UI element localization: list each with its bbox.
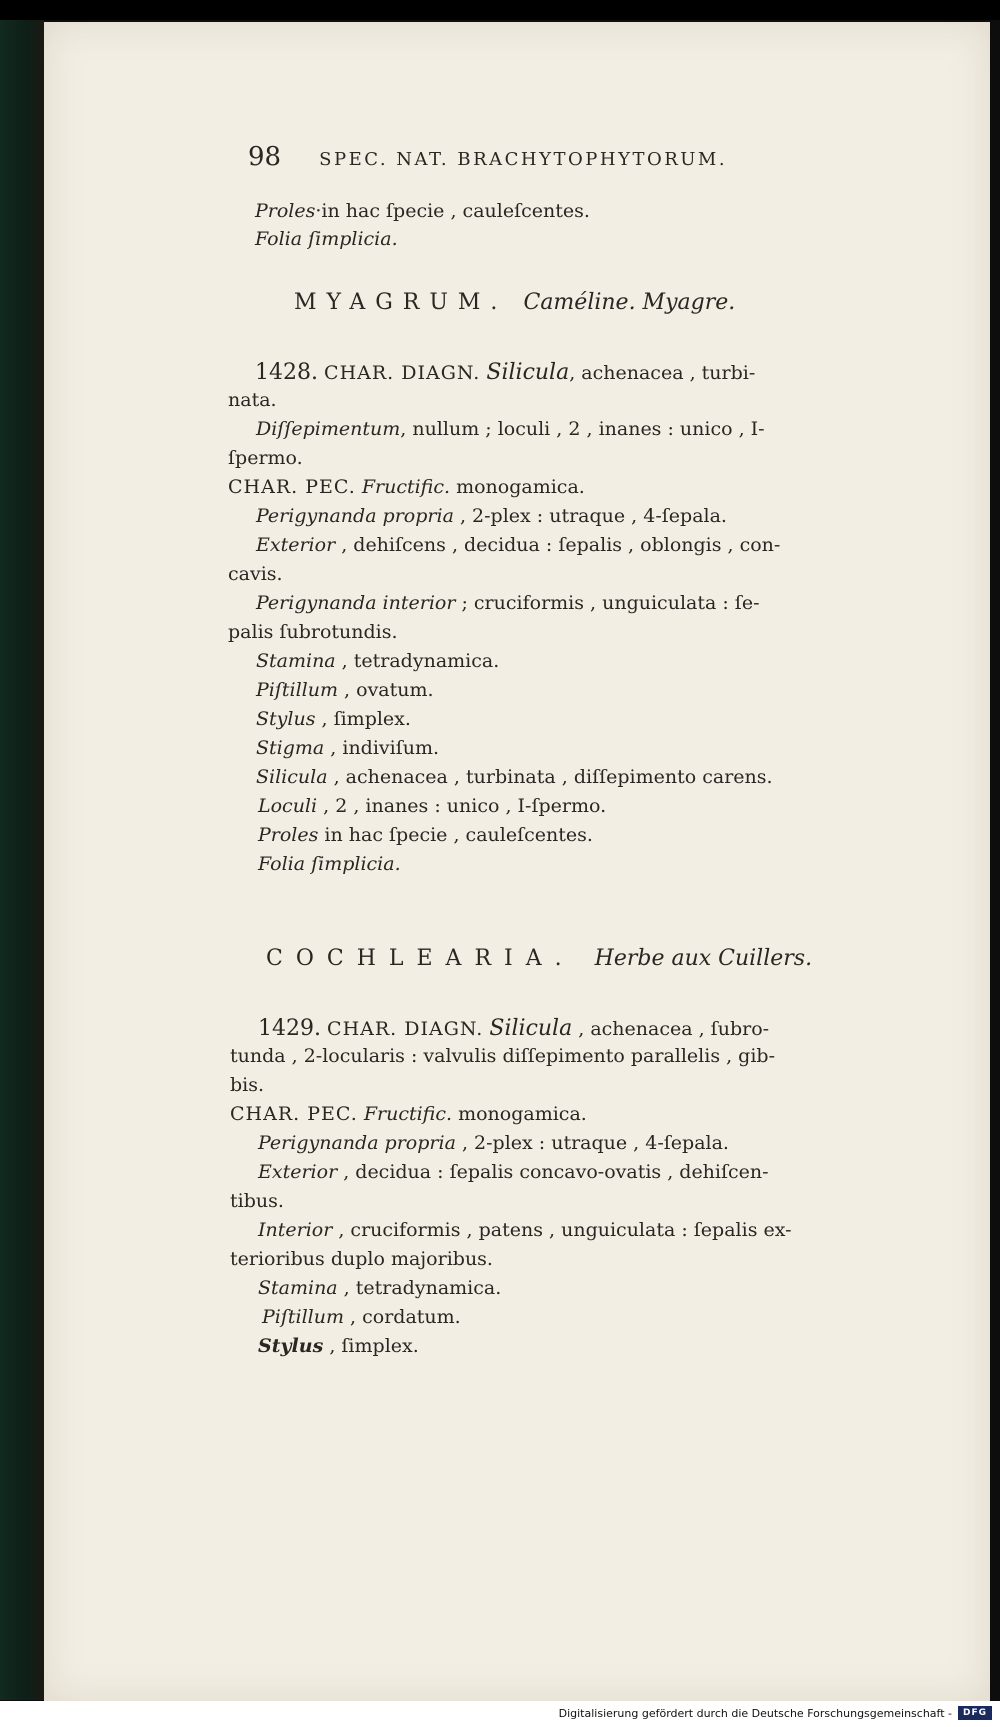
line-text: monogamica. xyxy=(452,1103,587,1125)
line-text: tunda , 2-locularis : valvulis diſſepimento parallelis , gib- xyxy=(230,1045,776,1067)
term: Diſſepimentum xyxy=(256,418,401,440)
dfg-logo: DFG xyxy=(958,1706,992,1720)
entry-line xyxy=(256,766,773,788)
term: Exterior xyxy=(258,1161,338,1183)
line-text: , nullum ; loculi , 2 , inanes : unico , I- xyxy=(400,418,765,440)
term: Stylus xyxy=(256,708,316,730)
line-text: ſpermo. xyxy=(228,447,303,469)
term: Silicula xyxy=(256,766,328,788)
line-text: , dehiſcens , decidua : ſepalis , oblongis , con- xyxy=(335,534,781,556)
term: Exterior xyxy=(256,534,336,556)
entry-line xyxy=(230,1045,775,1067)
entry-line xyxy=(230,1103,587,1125)
line-text: , achenacea , turbinata , diſſepimento carens. xyxy=(327,766,773,788)
genus-french-name: Caméline. Myagre. xyxy=(523,290,736,315)
page-number: 98 xyxy=(248,142,282,172)
line-text: , tetradynamica. xyxy=(335,650,500,672)
entry-line xyxy=(256,592,759,614)
entry-line xyxy=(256,650,499,672)
binding-edge xyxy=(0,20,44,1700)
entry-line xyxy=(258,1277,501,1299)
entry-line xyxy=(258,824,593,846)
entry-line xyxy=(258,1016,769,1041)
entry-line xyxy=(228,563,283,585)
line-text: ; cruciformis , unguiculata : ſe- xyxy=(455,592,760,614)
entry-line xyxy=(258,795,606,817)
entry-number: 1429. xyxy=(258,1016,321,1041)
char-label: CHAR. PEC. xyxy=(230,1103,358,1125)
genus-french-name: Herbe aux Cuillers. xyxy=(594,946,813,971)
line-text: palis ſubrotundis. xyxy=(228,621,398,643)
line-text: bis. xyxy=(230,1074,265,1096)
genus-heading xyxy=(294,290,735,315)
line-text: , 2 , inanes : unico , I-ſpermo. xyxy=(317,795,607,817)
entry-line xyxy=(256,737,439,759)
line-text: monogamica. xyxy=(450,476,585,498)
entry-line xyxy=(256,534,780,556)
term: Proles xyxy=(255,200,316,222)
entry-line xyxy=(228,389,277,411)
line-text: , ſimplex. xyxy=(323,1335,419,1357)
line-text: tibus. xyxy=(230,1190,284,1212)
term: Silicula xyxy=(489,1016,573,1041)
line-text: , cordatum. xyxy=(344,1306,461,1328)
entry-line xyxy=(228,476,585,498)
line-text: , 2-plex : utraque , 4-ſepala. xyxy=(453,505,727,527)
term: Proles xyxy=(258,824,319,846)
entry-line xyxy=(256,418,765,440)
line-text: , cruciformis , patens , unguiculata : ſepalis ex- xyxy=(332,1219,792,1241)
line-text: , tetradynamica. xyxy=(337,1277,502,1299)
line-text: ·in hac ſpecie , cauleſcentes. xyxy=(315,200,590,222)
line-text: , 2-plex : utraque , 4-ſepala. xyxy=(455,1132,729,1154)
running-title: SPEC. NAT. BRACHYTOPHYTORUM. xyxy=(319,149,728,170)
entry-line xyxy=(262,1306,461,1328)
entry-line xyxy=(230,1190,284,1212)
char-label: CHAR. DIAGN. xyxy=(327,1018,484,1040)
term: Stylus xyxy=(258,1335,324,1357)
line-text: , ovatum. xyxy=(338,679,434,701)
entry-number: 1428. xyxy=(255,360,318,385)
line-text: , indiviſum. xyxy=(324,737,440,759)
term: Perigynanda propria xyxy=(258,1132,456,1154)
term: Folia ſimplicia. xyxy=(258,853,401,875)
line-text: , ſimplex. xyxy=(315,708,411,730)
char-label: CHAR. PEC. xyxy=(228,476,356,498)
entry-line xyxy=(230,1074,264,1096)
genus-name: COCHLEARIA. xyxy=(266,946,575,971)
term: Interior xyxy=(258,1219,333,1241)
term: Stigma xyxy=(256,737,325,759)
entry-line xyxy=(256,505,727,527)
entry-line xyxy=(230,1248,493,1270)
entry-line xyxy=(228,621,398,643)
term: Perigynanda interior xyxy=(256,592,456,614)
term: Piſtillum xyxy=(256,679,339,701)
term: Loculi xyxy=(258,795,318,817)
entry-line xyxy=(258,1335,419,1357)
funding-credit: Digitalisierung gefördert durch die Deutsche Forschungsgemeinschaft - xyxy=(558,1707,952,1720)
term: Fructific. xyxy=(363,1103,453,1125)
carryover-line xyxy=(255,228,398,250)
term: Stamina xyxy=(258,1277,338,1299)
char-label: CHAR. DIAGN. xyxy=(324,362,481,384)
line-text: , achenacea , turbi- xyxy=(569,362,756,384)
genus-heading xyxy=(266,946,812,971)
entry-line xyxy=(258,853,401,875)
term: Perigynanda propria xyxy=(256,505,454,527)
top-border xyxy=(0,0,1000,20)
entry-line xyxy=(255,360,755,385)
entry-line xyxy=(258,1132,729,1154)
entry-line xyxy=(258,1219,792,1241)
term: Folia ſimplicia. xyxy=(255,228,398,250)
page-header xyxy=(248,142,727,172)
term: Silicula xyxy=(486,360,570,385)
line-text: , achenacea , ſubro- xyxy=(572,1018,770,1040)
entry-line xyxy=(228,447,303,469)
footer-bar xyxy=(0,1701,1000,1727)
entry-line xyxy=(258,1161,769,1183)
term: Stamina xyxy=(256,650,336,672)
line-text: cavis. xyxy=(228,563,283,585)
line-text: terioribus duplo majoribus. xyxy=(230,1248,493,1270)
line-text: , decidua : ſepalis concavo-ovatis , dehiſcen- xyxy=(337,1161,769,1183)
carryover-line xyxy=(255,200,590,222)
entry-line xyxy=(256,708,411,730)
book-page xyxy=(44,22,990,1702)
term: Piſtillum xyxy=(262,1306,345,1328)
genus-name: MYAGRUM. xyxy=(294,290,508,315)
line-text: nata. xyxy=(228,389,277,411)
entry-line xyxy=(256,679,434,701)
term: Fructific. xyxy=(361,476,451,498)
line-text: in hac ſpecie , cauleſcentes. xyxy=(318,824,593,846)
